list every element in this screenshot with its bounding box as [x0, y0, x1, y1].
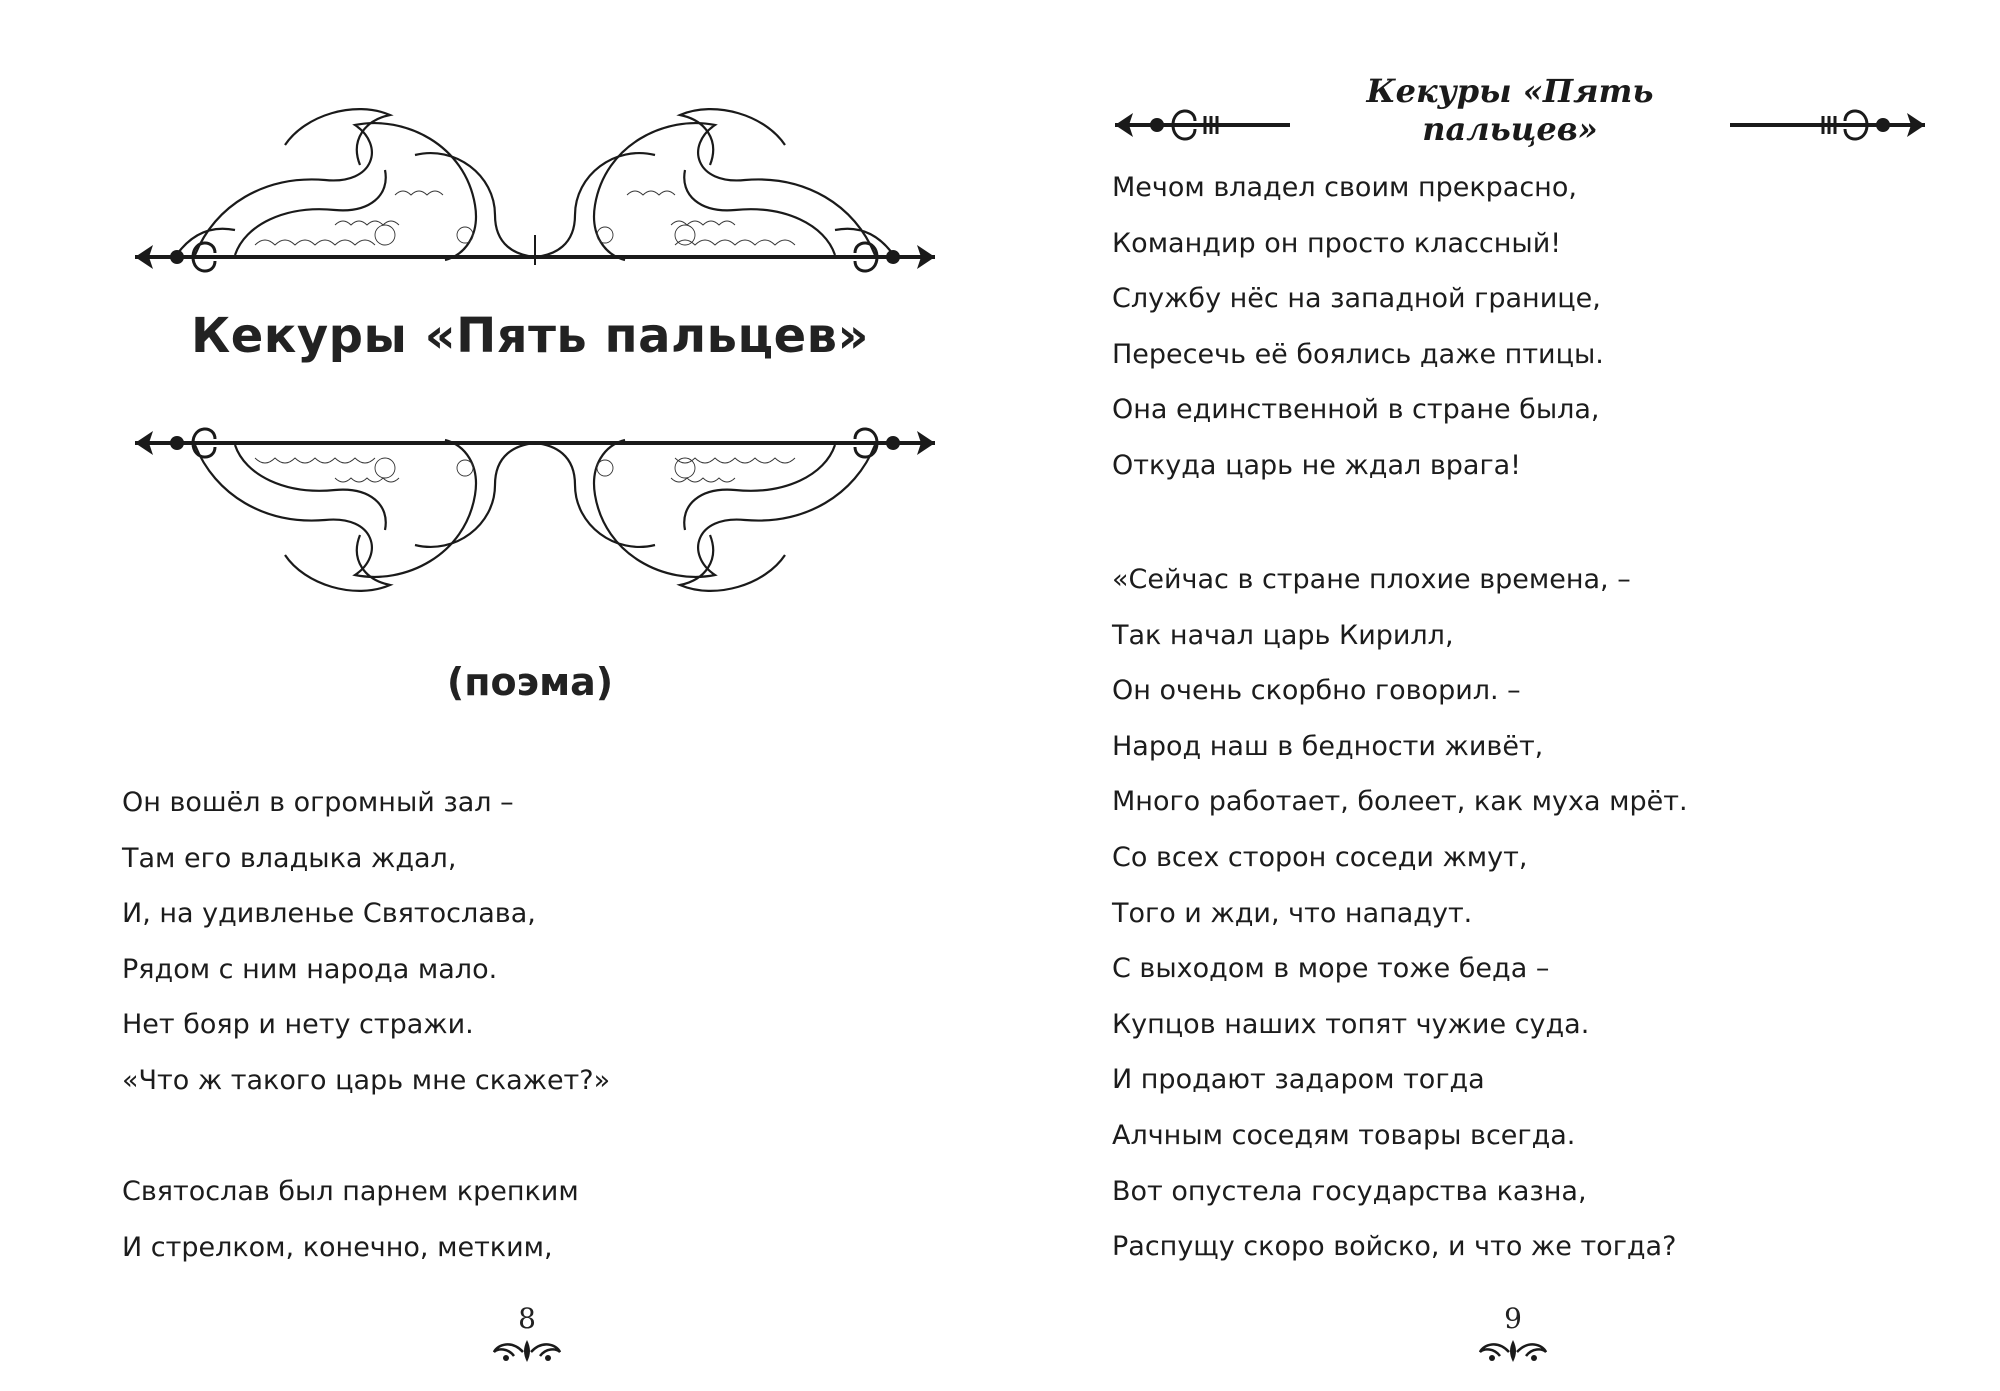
verse-line: Службу нёс на западной границе, — [1112, 283, 1601, 315]
page-number: 9 — [1504, 1302, 1522, 1335]
page-number: 8 — [518, 1302, 536, 1335]
verse-line: Рядом с ним народа мало. — [122, 953, 498, 985]
stanza-1 — [122, 775, 610, 1109]
flourish-icon — [1476, 1336, 1551, 1366]
subtitle: (поэма) — [446, 660, 614, 704]
verse-line: Со всех сторон соседи жмут, — [1112, 841, 1528, 873]
verse-line: Она единственной в стране была, — [1112, 394, 1600, 426]
right-page — [1000, 0, 2000, 1391]
chapter-title: Кекуры «Пять пальцев» — [190, 308, 870, 364]
verse-line: Распущу скоро войско, и что же тогда? — [1112, 1231, 1677, 1263]
verse-line: Он очень скорбно говорил. – — [1112, 675, 1521, 707]
verse-line: Мечом владел своим прекрасно, — [1112, 172, 1577, 203]
running-head: Кекуры «Пять пальцев» — [1290, 72, 1730, 148]
verse-line: Так начал царь Кирилл, — [1112, 619, 1454, 651]
verse-line: С выходом в море тоже беда – — [1112, 953, 1550, 985]
verse-line: Командир он просто классный! — [1112, 227, 1562, 259]
verse-line: Там его владыка ждал, — [122, 842, 457, 874]
top-ornament — [135, 85, 935, 285]
verse-line: И стрелком, конечно, метким, — [122, 1231, 553, 1263]
stanza-1 — [1112, 160, 1604, 494]
wave-ornament-icon — [135, 85, 935, 285]
verse-line: Много работает, болеет, как муха мрёт. — [1112, 786, 1688, 818]
verse-line: Пересечь её боялись даже птицы. — [1112, 338, 1604, 370]
stanza-2 — [1112, 552, 1688, 1275]
verse-line: И продают задаром тогда — [1112, 1064, 1485, 1096]
verse-line: Народ наш в бедности живёт, — [1112, 730, 1544, 762]
verse-line: «Что ж такого царь мне скажет?» — [122, 1064, 611, 1096]
verse-line: Откуда царь не ждал врага! — [1112, 449, 1521, 481]
page-number-flourish — [490, 1336, 565, 1366]
verse-line: Нет бояр и нету стражи. — [122, 1009, 474, 1041]
verse-line: Он вошёл в огромный зал – — [122, 787, 514, 818]
verse-line: Святослав был парнем крепким — [122, 1176, 579, 1207]
verse-line: Вот опустела государства казна, — [1112, 1175, 1587, 1207]
stanza-2 — [122, 1164, 579, 1275]
verse-line: «Сейчас в стране плохие времена, – — [1112, 564, 1631, 595]
wave-ornament-icon — [135, 418, 935, 613]
page-number-flourish — [1476, 1336, 1551, 1366]
flourish-icon — [490, 1336, 565, 1366]
verse-line: Алчным соседям товары всегда. — [1112, 1119, 1576, 1151]
bottom-ornament — [135, 418, 935, 613]
verse-line: Того и жди, что нападут. — [1112, 897, 1473, 929]
verse-line: И, на удивленье Святослава, — [122, 898, 536, 930]
verse-line: Купцов наших топят чужие суда. — [1112, 1008, 1590, 1040]
